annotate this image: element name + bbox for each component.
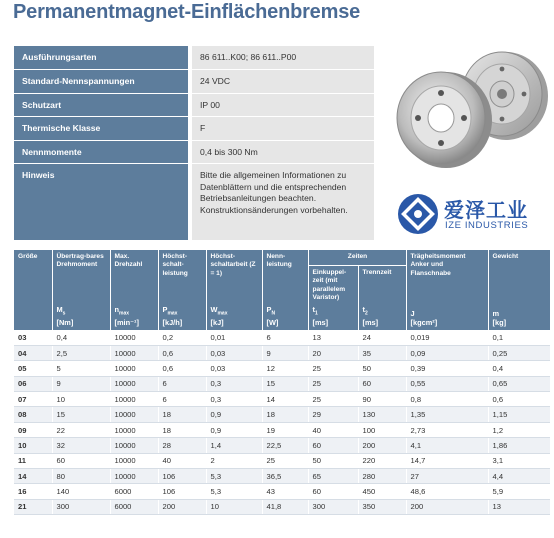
table-cell: 9	[262, 345, 308, 360]
table-cell: 5,3	[206, 469, 262, 484]
column-header: Trägheitsmoment Anker und Flanschnabe J [kgcm²]	[406, 250, 488, 330]
table-cell: 2	[206, 453, 262, 468]
column-header: Max. Drehzahl $n_{max}$ [min⁻¹]	[110, 250, 158, 330]
table-cell: 200	[158, 499, 206, 514]
spec-label: Nennmomente	[14, 140, 190, 164]
table-cell: 1,86	[488, 438, 550, 453]
spec-value: IP 00	[190, 93, 374, 117]
table-cell: 1,2	[488, 422, 550, 437]
table-cell: 0,65	[488, 376, 550, 391]
column-header: Höchst-schaltarbeit (Z = 1) $W_{max}$ [kJ]	[206, 250, 262, 330]
table-cell: 6	[158, 376, 206, 391]
spec-value: 86 611..K00; 86 611..P00	[190, 46, 374, 70]
table-cell: 14	[262, 392, 308, 407]
table-cell: 2,5	[52, 345, 110, 360]
table-cell: 106	[158, 484, 206, 499]
table-cell: 4,1	[406, 438, 488, 453]
size-cell: 16	[14, 484, 52, 499]
logo-text-chinese: 爱泽工业	[444, 198, 528, 222]
table-cell: 0,4	[488, 361, 550, 376]
table-row	[14, 499, 550, 514]
size-cell: 21	[14, 499, 52, 514]
table-cell: 22	[52, 422, 110, 437]
table-cell: 50	[308, 453, 358, 468]
table-cell: 0,6	[488, 392, 550, 407]
table-cell: 10000	[110, 361, 158, 376]
table-cell: 25	[262, 453, 308, 468]
table-cell: 27	[406, 469, 488, 484]
table-cell: 300	[308, 499, 358, 514]
data-table	[14, 250, 550, 515]
table-cell: 10000	[110, 392, 158, 407]
table-row	[14, 392, 550, 407]
table-cell: 28	[158, 438, 206, 453]
spec-row	[14, 70, 374, 94]
spec-label: Standard-Nennspannungen	[14, 70, 190, 94]
table-cell: 0,6	[158, 345, 206, 360]
table-cell: 25	[308, 376, 358, 391]
table-cell: 40	[308, 422, 358, 437]
table-cell: 15	[262, 376, 308, 391]
table-cell: 90	[358, 392, 406, 407]
table-cell: 1,4	[206, 438, 262, 453]
table-cell: 24	[358, 330, 406, 345]
table-cell: 0,3	[206, 376, 262, 391]
table-cell: 12	[262, 361, 308, 376]
table-cell: 5,3	[206, 484, 262, 499]
table-cell: 300	[52, 499, 110, 514]
table-cell: 450	[358, 484, 406, 499]
table-cell: 5	[52, 361, 110, 376]
table-row	[14, 407, 550, 422]
table-cell: 0,9	[206, 422, 262, 437]
table-cell: 36,5	[262, 469, 308, 484]
size-cell: 11	[14, 453, 52, 468]
table-cell: 0,4	[52, 330, 110, 345]
table-row	[14, 453, 550, 468]
column-header: Nenn-leistung $P_N$ [W]	[262, 250, 308, 330]
size-cell: 14	[14, 469, 52, 484]
table-cell: 13	[308, 330, 358, 345]
table-row	[14, 345, 550, 360]
column-header: Übertrag-bares Drehmoment $M_s$ [Nm]	[52, 250, 110, 330]
table-row	[14, 438, 550, 453]
size-cell: 05	[14, 361, 52, 376]
table-cell: 10000	[110, 345, 158, 360]
spec-row	[14, 46, 374, 70]
table-cell: 19	[262, 422, 308, 437]
table-row	[14, 469, 550, 484]
brake-product-image	[388, 44, 550, 170]
table-cell: 18	[262, 407, 308, 422]
table-cell: 50	[358, 361, 406, 376]
table-cell: 0,2	[158, 330, 206, 345]
table-cell: 13	[488, 499, 550, 514]
table-cell: 40	[158, 453, 206, 468]
size-cell: 07	[14, 392, 52, 407]
table-cell: 200	[406, 499, 488, 514]
table-cell: 10000	[110, 422, 158, 437]
table-cell: 41,8	[262, 499, 308, 514]
table-cell: 0,55	[406, 376, 488, 391]
table-cell: 6000	[110, 499, 158, 514]
column-group-header: Zeiten	[308, 250, 406, 265]
table-cell: 280	[358, 469, 406, 484]
table-cell: 14,7	[406, 453, 488, 468]
spec-value: 0,4 bis 300 Nm	[190, 140, 374, 164]
table-header-row	[14, 250, 550, 265]
table-cell: 0,03	[206, 361, 262, 376]
table-cell: 1,15	[488, 407, 550, 422]
table-cell: 106	[158, 469, 206, 484]
size-cell: 03	[14, 330, 52, 345]
spec-row	[14, 117, 374, 141]
column-header: Größe	[14, 250, 52, 330]
table-cell: 2,73	[406, 422, 488, 437]
table-cell: 6000	[110, 484, 158, 499]
spec-row	[14, 93, 374, 117]
size-cell: 04	[14, 345, 52, 360]
table-cell: 200	[358, 438, 406, 453]
table-cell: 5,9	[488, 484, 550, 499]
size-cell: 08	[14, 407, 52, 422]
table-cell: 10	[52, 392, 110, 407]
spec-value: F	[190, 117, 374, 141]
table-cell: 0,39	[406, 361, 488, 376]
table-cell: 100	[358, 422, 406, 437]
table-cell: 0,6	[158, 361, 206, 376]
table-row	[14, 361, 550, 376]
page-title: Permanentmagnet-Einflächenbremse	[13, 1, 361, 23]
table-cell: 0,1	[488, 330, 550, 345]
table-cell: 0,9	[206, 407, 262, 422]
table-cell: 25	[308, 392, 358, 407]
table-cell: 60	[308, 438, 358, 453]
ize-logo-icon	[396, 192, 440, 236]
table-row	[14, 376, 550, 391]
table-cell: 22,5	[262, 438, 308, 453]
table-cell: 4,4	[488, 469, 550, 484]
table-cell: 65	[308, 469, 358, 484]
table-cell: 32	[52, 438, 110, 453]
table-cell: 20	[308, 345, 358, 360]
spec-row	[14, 164, 374, 241]
table-cell: 0,09	[406, 345, 488, 360]
table-cell: 0,019	[406, 330, 488, 345]
table-cell: 6	[262, 330, 308, 345]
table-cell: 10000	[110, 376, 158, 391]
table-cell: 0,03	[206, 345, 262, 360]
table-cell: 10000	[110, 453, 158, 468]
table-cell: 10000	[110, 438, 158, 453]
column-header: Trennzeit $t_2$ [ms]	[358, 265, 406, 330]
table-cell: 48,6	[406, 484, 488, 499]
spec-label: Hinweis	[14, 164, 190, 241]
size-cell: 10	[14, 438, 52, 453]
column-header: Gewicht m [kg]	[488, 250, 550, 330]
table-cell: 0,25	[488, 345, 550, 360]
table-cell: 140	[52, 484, 110, 499]
table-cell: 25	[308, 361, 358, 376]
spec-value: Bitte die allgemeinen Informationen zu Datenblättern und die entsprechenden Betriebsanleitungen beachten. Konstruktionsänderungen vorbehalten.	[190, 164, 374, 241]
table-cell: 130	[358, 407, 406, 422]
spec-label: Ausführungsarten	[14, 46, 190, 70]
table-cell: 60	[52, 453, 110, 468]
table-cell: 60	[358, 376, 406, 391]
table-cell: 29	[308, 407, 358, 422]
table-row	[14, 422, 550, 437]
size-cell: 09	[14, 422, 52, 437]
table-cell: 350	[358, 499, 406, 514]
spec-label: Schutzart	[14, 93, 190, 117]
table-cell: 35	[358, 345, 406, 360]
table-cell: 10000	[110, 407, 158, 422]
table-cell: 0,3	[206, 392, 262, 407]
spec-table	[14, 46, 374, 241]
table-cell: 10000	[110, 330, 158, 345]
table-cell: 220	[358, 453, 406, 468]
logo-text-english: IZE INDUSTRIES	[445, 220, 529, 231]
table-row	[14, 330, 550, 345]
table-row	[14, 484, 550, 499]
table-cell: 18	[158, 407, 206, 422]
size-cell: 06	[14, 376, 52, 391]
spec-label: Thermische Klasse	[14, 117, 190, 141]
table-cell: 43	[262, 484, 308, 499]
spec-value: 24 VDC	[190, 70, 374, 94]
table-cell: 10000	[110, 469, 158, 484]
spec-row	[14, 140, 374, 164]
column-header: Einkuppel-zeit (mit parallelem Varistor) $t_1$ [ms]	[308, 265, 358, 330]
table-cell: 6	[158, 392, 206, 407]
table-cell: 9	[52, 376, 110, 391]
table-cell: 18	[158, 422, 206, 437]
column-header: Höchst-schalt-leistung $P_{max}$ [kJ/h]	[158, 250, 206, 330]
table-cell: 15	[52, 407, 110, 422]
company-logo	[396, 192, 546, 238]
table-cell: 1,35	[406, 407, 488, 422]
table-cell: 0,8	[406, 392, 488, 407]
table-cell: 80	[52, 469, 110, 484]
table-cell: 3,1	[488, 453, 550, 468]
table-cell: 0,01	[206, 330, 262, 345]
table-cell: 60	[308, 484, 358, 499]
table-cell: 10	[206, 499, 262, 514]
